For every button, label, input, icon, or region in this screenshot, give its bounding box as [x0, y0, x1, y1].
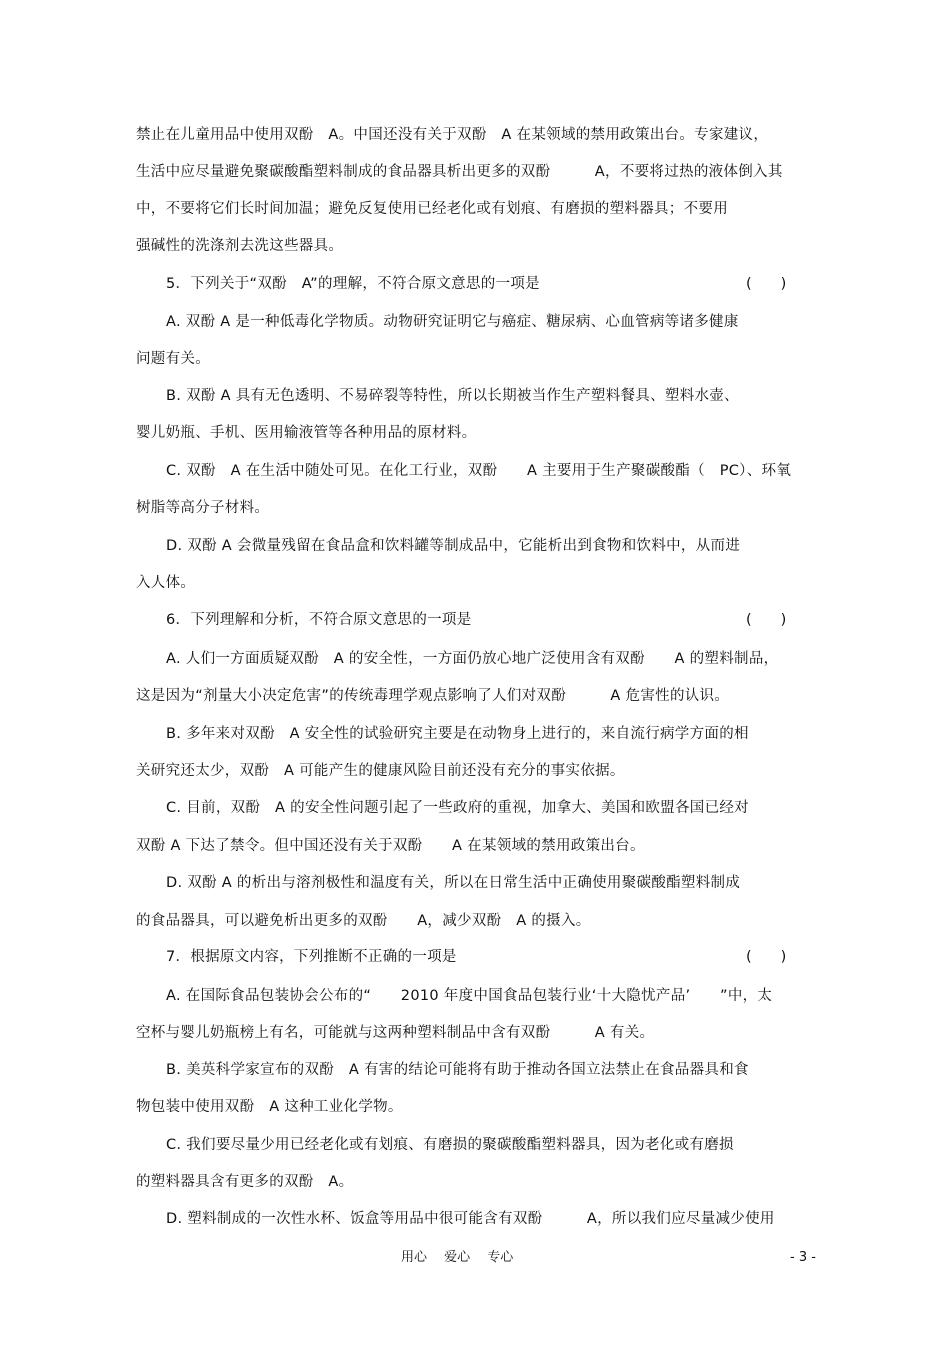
- option-b: B. 多年来对双酚 A 安全性的试验研究主要是在动物身上进行的，来自流行病学方面的相: [166, 726, 749, 742]
- text-line: 树脂等高分子材料。: [136, 500, 270, 516]
- text-line: 入人体。: [136, 575, 196, 591]
- option-c: C. 双酚 A 在生活中随处可见。在化工行业，双酚 A 主要用于生产聚碳酸酯（ PC）、环氧: [166, 463, 792, 479]
- text-line: 的塑料器具含有更多的双酚 A。: [136, 1174, 354, 1190]
- text-line: 关研究还太少，双酚 A 可能产生的健康风险目前还没有充分的事实依据。: [136, 763, 625, 779]
- option-a: A. 双酚 A 是一种低毒化学物质。动物研究证明它与癌症、糖尿病、心血管病等诸多健康: [166, 314, 739, 330]
- option-b: B. 双酚 A 具有无色透明、不易碎裂等特性，所以长期被当作生产塑料餐具、塑料水壶、: [166, 388, 739, 404]
- answer-parentheses: ( ): [746, 276, 787, 292]
- option-a: A. 人们一方面质疑双酚 A 的安全性，一方面仍放心地广泛使用含有双酚 A 的塑料制品，: [166, 651, 779, 667]
- option-c: C. 我们要尽量少用已经老化或有划痕、有磨损的聚碳酸酯塑料器具，因为老化或有磨损: [166, 1137, 734, 1153]
- text-line: 婴儿奶瓶、手机、医用输液管等各种用品的原材料。: [136, 425, 477, 441]
- question-6-stem: 6．下列理解和分析，不符合原文意思的一项是: [166, 612, 472, 628]
- text-line: 双酚 A 下达了禁令。但中国还没有关于双酚 A 在某领域的禁用政策出台。: [136, 838, 645, 854]
- option-b: B. 美英科学家宣布的双酚 A 有害的结论可能将有助于推动各国立法禁止在食品器具和食: [166, 1062, 749, 1078]
- answer-parentheses: ( ): [746, 612, 787, 628]
- option-a: A. 在国际食品包装协会公布的“ 2010 年度中国食品包装行业‘十大隐忧产品’ ”中，太: [166, 988, 773, 1004]
- text-line: 强碱性的洗涤剂去洗这些器具。: [136, 238, 344, 254]
- text-line: 空杯与婴儿奶瓶榜上有名，可能就与这两种塑料制品中含有双酚 A 有关。: [136, 1025, 655, 1041]
- option-d: D. 塑料制成的一次性水杯、饭盒等用品中很可能含有双酚 A，所以我们应尽量减少使用: [166, 1211, 775, 1227]
- question-7-stem: 7．根据原文内容，下列推断不正确的一项是: [166, 949, 457, 965]
- text-line: 问题有关。: [136, 351, 210, 367]
- option-d: D. 双酚 A 的析出与溶剂极性和温度有关，所以在日常生活中正确使用聚碳酸酯塑料制成: [166, 875, 741, 891]
- text-line: 的食品器具，可以避免析出更多的双酚 A，减少双酚 A 的摄入。: [136, 913, 591, 929]
- option-c: C. 目前，双酚 A 的安全性问题引起了一些政府的重视，加拿大、美国和欧盟各国已经对: [166, 800, 749, 816]
- text-line: 物包装中使用双酚 A 这种工业化学物。: [136, 1099, 403, 1115]
- text-line: 禁止在儿童用品中使用双酚 A。中国还没有关于双酚 A 在某领域的禁用政策出台。专家建议，: [136, 127, 769, 143]
- text-line: 中，不要将它们长时间加温；避免反复使用已经老化或有划痕、有磨损的塑料器具；不要用: [136, 201, 728, 217]
- footer-motto: 用心 爱心 专心: [401, 1250, 514, 1265]
- page-number: - 3 -: [790, 1250, 816, 1265]
- question-5-stem: 5．下列关于“双酚 A”的理解，不符合原文意思的一项是: [166, 276, 540, 292]
- text-line: 这是因为“剂量大小决定危害”的传统毒理学观点影响了人们对双酚 A 危害性的认识。: [136, 688, 730, 704]
- option-d: D. 双酚 A 会微量残留在食品盒和饮料罐等制成品中，它能析出到食物和饮料中，从而进: [166, 538, 741, 554]
- answer-parentheses: ( ): [746, 949, 787, 965]
- text-line: 生活中应尽量避免聚碳酸酯塑料制成的食品器具析出更多的双酚 A，不要将过热的液体倒入其: [136, 164, 783, 180]
